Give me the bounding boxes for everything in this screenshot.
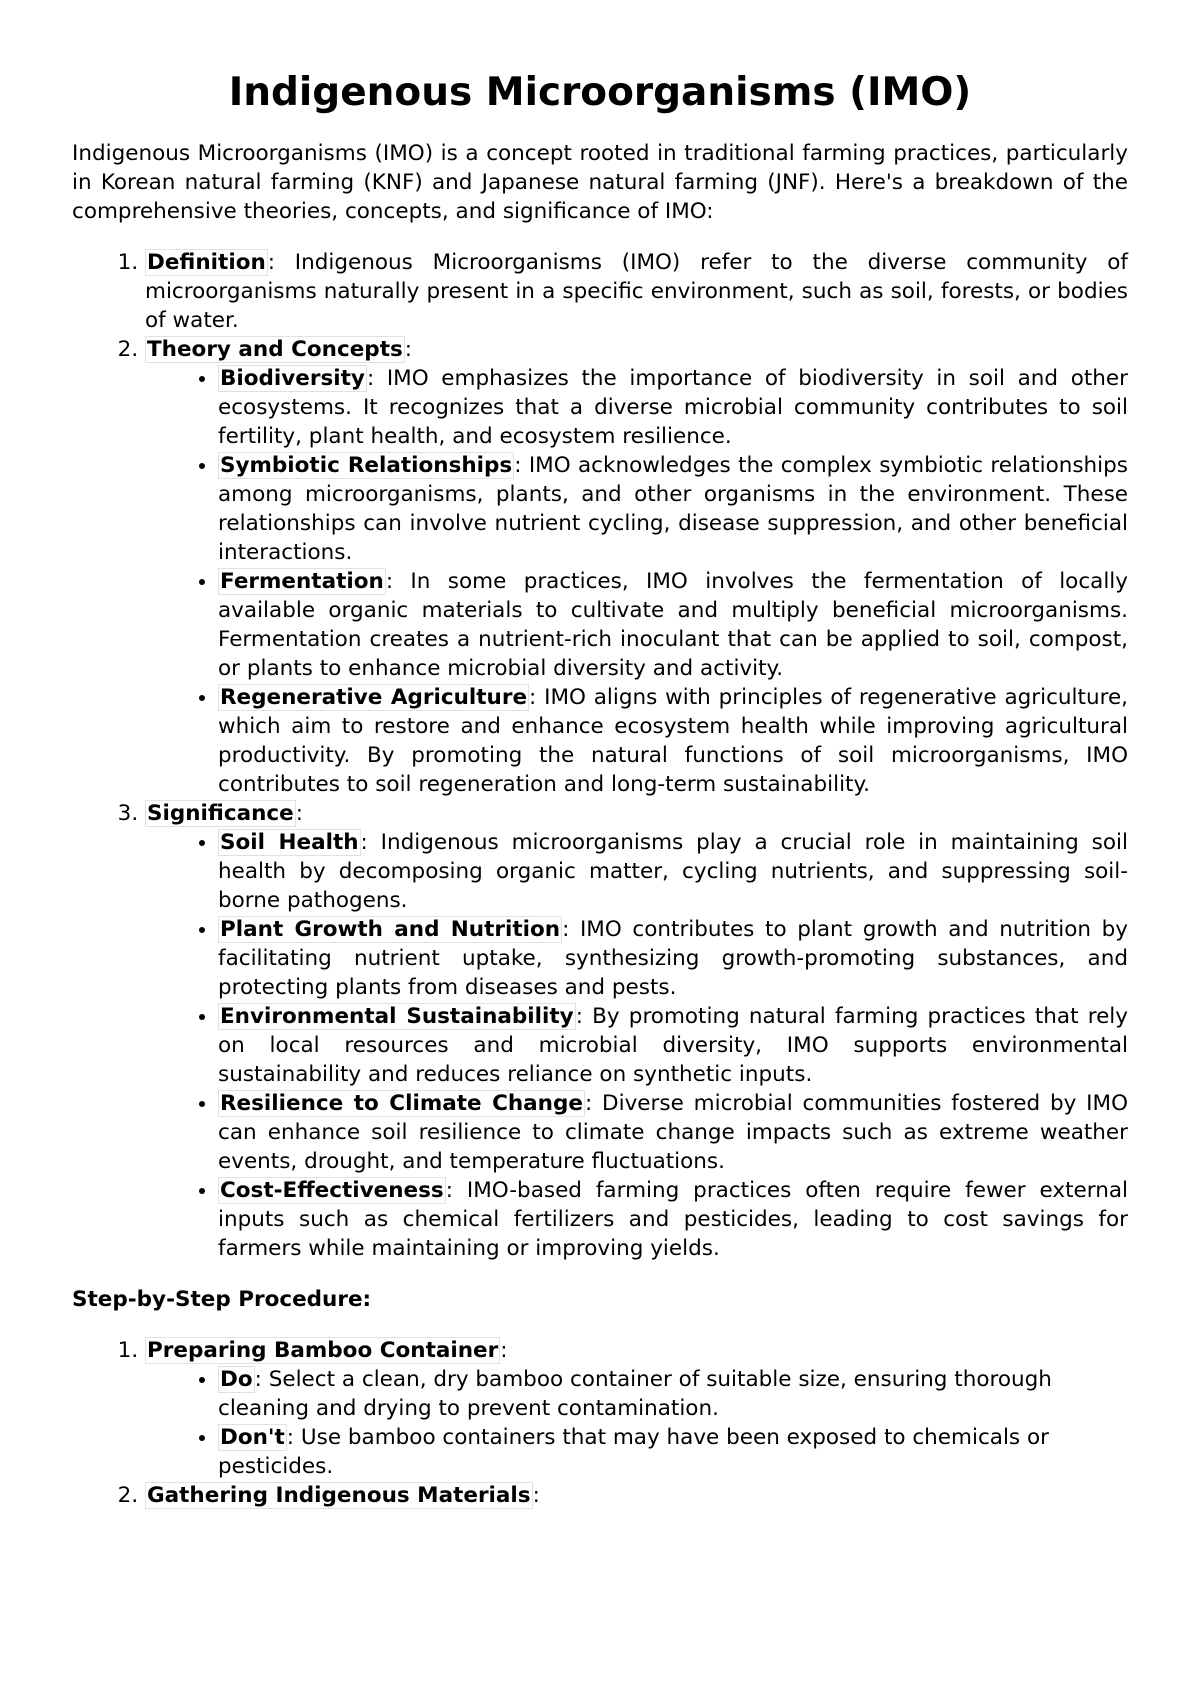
term-bamboo: Preparing Bamboo Container <box>147 1337 499 1363</box>
list-item: • Regenerative Agriculture: IMO aligns with principles of regenerative agriculture, which aim to restore and enhance ecosystem health while improving agricultural productivity. By promoting the natural functions of soil microorganisms, IMO contributes to soil regeneration and long-term sustainability. <box>218 683 1128 799</box>
list-item: • Symbiotic Relationships: IMO acknowledges the complex symbiotic relationships among microorganisms, plants, and other organisms in the environment. These relationships can involve nutrient cycling, disease suppression, and other beneficial interactions. <box>218 451 1128 567</box>
list-item: • Cost-Effectiveness: IMO-based farming practices often require fewer external inputs such as chemical fertilizers and pesticides, leading to cost savings for farmers while maintaining or improving yields. <box>218 1176 1128 1263</box>
term-soil-health: Soil Health <box>220 829 359 855</box>
overview-item-significance: 3. Significance: • Soil Health: Indigenous microorganisms play a crucial role in maintaining soil health by decomposing organic matter, cycling nutrients, and suppressing soil-borne pathogens. • Plant Growth and Nutrition: IMO contributes to plant growth and nutrition by facilitating nutrient uptake, synthesizing growth-promoting substances, and protecting plants from diseases and pests. • Environmental Sustainability: By promoting natural farming practices that rely on local resources and microbial diversity, IMO supports environmental sustainability and reduces reliance on synthetic inputs. • Resilience to Climate Change: Diverse microbial communities fostered by IMO can enhance soil resilience to climate change impacts such as extreme weather events, drought, and temperature fluctuations. • Cost-Effectiveness: IMO-based farming practices often require fewer external inputs such as chemical fertilizers and pesticides, leading to cost savings for farmers while maintaining or improving yields. <box>145 799 1128 1263</box>
list-item: • Resilience to Climate Change: Diverse microbial communities fostered by IMO can enhance soil resilience to climate change impacts such as extreme weather events, drought, and temperature fluctuations. <box>218 1089 1128 1176</box>
document-title: Indigenous Microorganisms (IMO) <box>228 70 972 115</box>
term-significance: Significance <box>147 800 294 826</box>
list-item: • Do: Select a clean, dry bamboo container of suitable size, ensuring thorough cleaning and drying to prevent contamination. <box>218 1365 1128 1423</box>
term-cost: Cost-Effectiveness <box>220 1177 444 1203</box>
procedure-step: 2. Gathering Indigenous Materials: <box>145 1481 1128 1510</box>
term-do: Do <box>220 1366 253 1392</box>
list-item: • Fermentation: In some practices, IMO involves the fermentation of locally available organic materials to cultivate and multiply beneficial microorganisms. Fermentation creates a nutrient-rich inoculant that can be applied to soil, compost, or plants to enhance microbial diversity and activity. <box>218 567 1128 683</box>
theory-list <box>145 364 1128 799</box>
term-plant-growth: Plant Growth and Nutrition <box>220 916 561 942</box>
intro-paragraph: Indigenous Microorganisms (IMO) is a concept rooted in traditional farming practices, particularly in Korean natural farming (KNF) and Japanese natural farming (JNF). Here's a breakdown of the comprehensive theories, concepts, and significance of IMO: <box>72 140 1128 224</box>
significance-list <box>145 828 1128 1263</box>
procedure-heading: Step-by-Step Procedure: <box>72 1286 372 1312</box>
list-item: • Soil Health: Indigenous microorganisms play a crucial role in maintaining soil health by decomposing organic matter, cycling nutrients, and suppressing soil-borne pathogens. <box>218 828 1128 915</box>
overview-item-theory: 2. Theory and Concepts: • Biodiversity: IMO emphasizes the importance of biodiversity in soil and other ecosystems. It recognizes that a diverse microbial community contributes to soil fertility, plant health, and ecosystem resilience. • Symbiotic Relationships: IMO acknowledges the complex symbiotic relationships among microorganisms, plants, and other organisms in the environment. These relationships can involve nutrient cycling, disease suppression, and other beneficial interactions. • Fermentation: In some practices, IMO involves the fermentation of locally available organic materials to cultivate and multiply beneficial microorganisms. Fermentation creates a nutrient-rich inoculant that can be applied to soil, compost, or plants to enhance microbial diversity and activity. • Regenerative Agriculture: IMO aligns with principles of regenerative agriculture, which aim to restore and enhance ecosystem health while improving agricultural productivity. By promoting the natural functions of soil microorganisms, IMO contributes to soil regeneration and long-term sustainability. <box>145 335 1128 799</box>
term-biodiversity: Biodiversity <box>220 365 365 391</box>
overview-item-definition: 1. Definition: Indigenous Microorganisms (IMO) refer to the diverse community of microorganisms naturally present in a specific environment, such as soil, forests, or bodies of water. <box>145 248 1128 335</box>
term-resilience: Resilience to Climate Change <box>220 1090 583 1116</box>
term-theory: Theory and Concepts <box>147 336 403 362</box>
term-symbiotic: Symbiotic Relationships <box>220 452 513 478</box>
list-item: • Environmental Sustainability: By promoting natural farming practices that rely on local resources and microbial diversity, IMO supports environmental sustainability and reduces reliance on synthetic inputs. <box>218 1002 1128 1089</box>
overview-list <box>72 248 1128 1263</box>
procedure-list <box>72 1336 1128 1510</box>
procedure-step: 1. Preparing Bamboo Container: • Do: Select a clean, dry bamboo container of suitable size, ensuring thorough cleaning and drying to prevent contamination. • Don't: Use bamboo containers that may have been exposed to chemicals or pesticides. <box>145 1336 1128 1481</box>
list-item: • Don't: Use bamboo containers that may have been exposed to chemicals or pesticides. <box>218 1423 1128 1481</box>
term-gathering: Gathering Indigenous Materials <box>147 1482 531 1508</box>
bamboo-list <box>145 1365 1128 1481</box>
term-dont: Don't <box>220 1424 285 1450</box>
term-fermentation: Fermentation <box>220 568 384 594</box>
term-regenerative: Regenerative Agriculture <box>220 684 528 710</box>
term-environmental: Environmental Sustainability <box>220 1003 574 1029</box>
list-item: • Plant Growth and Nutrition: IMO contributes to plant growth and nutrition by facilitating nutrient uptake, synthesizing growth-promoting substances, and protecting plants from diseases and pests. <box>218 915 1128 1002</box>
term-definition: Definition <box>147 249 266 275</box>
list-item: • Biodiversity: IMO emphasizes the importance of biodiversity in soil and other ecosystems. It recognizes that a diverse microbial community contributes to soil fertility, plant health, and ecosystem resilience. <box>218 364 1128 451</box>
